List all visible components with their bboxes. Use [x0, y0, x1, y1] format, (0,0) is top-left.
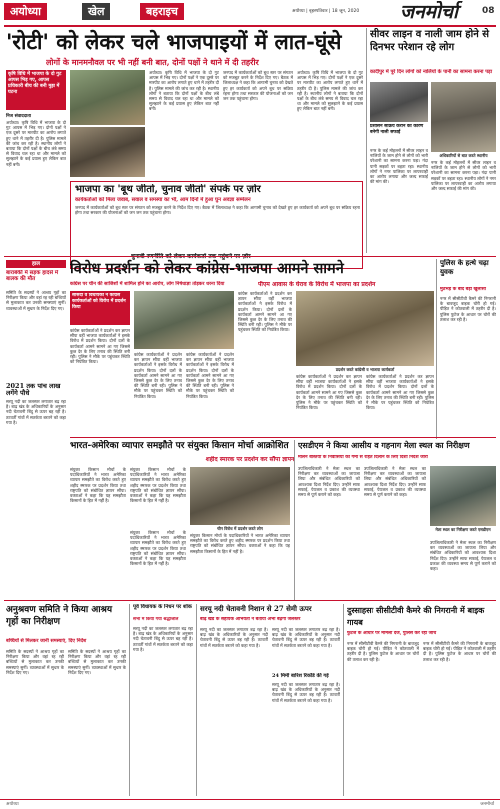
right-top-caption: अधिकारियों से बात करते स्थानीय	[439, 153, 488, 158]
pointer-text: कृषि विधि में भाजपा के दो गुट आपस भिड़ गए, आपस प्रधिकारी बीच की बनी मुझ में घटना	[8, 72, 62, 95]
sarayu-rule	[196, 604, 197, 796]
bottom-rule	[4, 600, 496, 601]
right-top-rule	[366, 28, 367, 253]
cctv-body-2: नगर में सीसीटीवी कैमरे की निगरानी के बावजूद बाइक चोरी हो गई। पीड़ित ने कोतवाली में तहरीर दी है। पुलिस फुटेज के आधार पर चोरों की तलाश कर रही है।	[423, 641, 496, 662]
masthead	[0, 0, 500, 26]
protest-caption: प्रदर्शन करते कांग्रेसी व भाजपा कार्यकर्ता	[335, 367, 395, 372]
right-top-side-head: प्रशासन सक्रिय कराने का कारण बनेगी नाली सफाई	[370, 124, 424, 135]
left-middle-headline: 2021 तक पांच लाख लगेंगे पौधे	[6, 383, 61, 397]
left-column-body: समिति के सदस्यों ने आश्रय गृहों का निरीक्षण किया और वहां रह रही बच्चियों से मुलाकात कर उनकी समस्याएं सुनीं। व्यवस्थाओं में सुधार के निर्देश दिए गए।	[6, 290, 66, 311]
masthead-date: अयोध्या | बृहस्पतिवार | 18 जून, 2020	[292, 9, 360, 14]
trade-body-3: संयुक्त किसान मोर्चा के पदाधिकारियों ने भारत अमेरिका व्यापार समझौते का विरोध करते हुए शहीद स्मारक पर प्रदर्शन किया तथा राष्ट्रपति को संबोधित ज्ञापन सौंपा। वक्ताओं ने कहा कि यह समझौता किसानों के हित में नहीं है।	[130, 530, 186, 567]
sdm-photo	[430, 466, 496, 526]
trade-caption: चीन विरोध में प्रदर्शन करते लोग	[217, 526, 263, 531]
right-mid-subhead: मुठभेड़ के बाद बड़ा खुलासा	[440, 287, 486, 292]
protest-body-4: कांग्रेस कार्यकर्ताओं ने प्रदर्शन कर ज्ञापन सौंपा वहीं भाजपा कार्यकर्ताओं ने इसके विरोध में प्रदर्शन किया। दोनों दलों के कार्यकर्ता आमने सामने आ गए जिससे कुछ देर के लिए तनाव की स्थिति बनी रही। पुलिस ने मौके पर पहुंचकर स्थिति को नियंत्रित किया।	[238, 291, 292, 333]
protest-body-5: कांग्रेस कार्यकर्ताओं ने प्रदर्शन कर ज्ञापन सौंपा वहीं भाजपा कार्यकर्ताओं ने इसके विरोध में प्रदर्शन किया। दोनों दलों के कार्यकर्ता आमने सामने आ गए जिससे कुछ देर के लिए तनाव की स्थिति बनी रही। पुलिस ने मौके पर पहुंचकर स्थिति को नियंत्रित किया।	[296, 374, 362, 411]
trade-body-4: संयुक्त किसान मोर्चा के पदाधिकारियों ने भारत अमेरिका व्यापार समझौते का विरोध करते हुए शहीद स्मारक पर प्रदर्शन किया तथा राष्ट्रपति को संबोधित ज्ञापन सौंपा। वक्ताओं ने कहा कि यह समझौता किसानों के हित में नहीं है।	[190, 533, 290, 554]
section-tab-bahraich[interactable]: बहराइच	[140, 3, 184, 20]
sdm-rule	[294, 440, 295, 600]
footer-bar	[0, 799, 500, 809]
main-body-col1: अयोध्या। कृषि विधि में भाजपा के दो गुट आपस में भिड़ गए। दोनों पक्षों ने एक दूसरे पर मारपीट का आरोप लगाते हुए थाने में तहरीर दी है। पुलिस मामले की जांच कर रही है। स्थानीय लोगों ने बताया कि दोनों पक्षों के बीच लंबे समय से विवाद चल रहा था और मामले को सुलझाने के कई प्रयास हुए लेकिन बात नहीं बनी।	[6, 120, 66, 167]
footer-left: अयोध्या	[6, 802, 19, 807]
ashram-headline: अनुश्रवण समिति ने किया आश्रय गृहों का निरीक्षण	[6, 605, 113, 627]
trade-body-1: संयुक्त किसान मोर्चा के पदाधिकारियों ने भारत अमेरिका व्यापार समझौते का विरोध करते हुए शहीद स्मारक पर प्रदर्शन किया तथा राष्ट्रपति को संबोधित ज्ञापन सौंपा। वक्ताओं ने कहा कि यह समझौता किसानों के हित में नहीं है।	[70, 467, 126, 504]
protest-subhead-left: कांग्रेस पर चीन की साजिशों में शामिल होने का आरोप, लोग निषेधाज्ञा तोड़कर धरना दिया	[70, 281, 225, 287]
masthead-rule	[4, 25, 496, 27]
sdm-caption: मेला स्थल का निरीक्षण करते एसडीएम	[435, 527, 491, 532]
sdm-body-1: उपजिलाधिकारी ने मेला स्थल का निरीक्षण कर व्यवस्थाओं का जायजा लिया और संबंधित अधिकारियों को आवश्यक दिशा निर्देश दिए। उन्होंने साफ सफाई, पेयजल व प्रकाश की व्यवस्था समय से पूर्ण कराने को कहा।	[298, 466, 360, 498]
right-top-body-1: नगर के कई मोहल्लों में सीवर लाइन व नालियों के जाम होने से लोगों को भारी परेशानी का सामना करना पड़ा। गंदा पानी सड़कों पर बहता रहा। स्थानीय लोगों ने नगर पालिका पर लापरवाही का आरोप लगाया और जल्द सफाई की मांग की।	[370, 148, 428, 185]
protest-body-2: कांग्रेस कार्यकर्ताओं ने प्रदर्शन कर ज्ञापन सौंपा वहीं भाजपा कार्यकर्ताओं ने इसके विरोध में प्रदर्शन किया। दोनों दलों के कार्यकर्ता आमने सामने आ गए जिससे कुछ देर के लिए तनाव की स्थिति बनी रही। पुलिस ने मौके पर पहुंचकर स्थिति को नियंत्रित किया।	[134, 352, 182, 399]
right-top-headline: सीवर लाइन व नाली जाम होने से दिनभर परेशान रहे लोग	[370, 29, 489, 53]
trade-rule	[70, 437, 496, 438]
trade-subhead: शहीद स्मारक पर प्रदर्शन कर सौंपा ज्ञापन	[205, 456, 295, 463]
trade-photo	[190, 467, 290, 525]
page-number: 08	[482, 6, 495, 16]
cctv-subhead: फुटेज के आधार पर मामला दर्ज, पुलिस कर रही जांच	[347, 631, 437, 636]
sdm-body-3: उपजिलाधिकारी ने मेला स्थल का निरीक्षण कर व्यवस्थाओं का जायजा लिया और संबंधित अधिकारियों को आवश्यक दिशा निर्देश दिए। उन्होंने साफ सफाई, पेयजल व प्रकाश की व्यवस्था समय से पूर्ण कराने को कहा।	[430, 540, 496, 572]
ashram-body-1: समिति के सदस्यों ने आश्रय गृहों का निरीक्षण किया और वहां रह रही बच्चियों से मुलाकात कर उनकी समस्याएं सुनीं। व्यवस्थाओं में सुधार के निर्देश दिए गए।	[6, 649, 64, 675]
footer-right: जनमोर्चा	[480, 802, 494, 807]
main-body-col4: अयोध्या। कृषि विधि में भाजपा के दो गुट आपस में भिड़ गए। दोनों पक्षों ने एक दूसरे पर मारपीट का आरोप लगाते हुए थाने में तहरीर दी है। पुलिस मामले की जांच कर रही है। स्थानीय लोगों ने बताया कि दोनों पक्षों के बीच लंबे समय से विवाद चल रहा था और मामले को सुलझाने के कई प्रयास हुए लेकिन बात नहीं बनी।	[297, 70, 363, 112]
right-top-photo-2	[431, 82, 496, 152]
right-top-body-2: नगर के कई मोहल्लों में सीवर लाइन व नालियों के जाम होने से लोगों को भारी परेशानी का सामना करना पड़ा। गंदा पानी सड़कों पर बहता रहा। स्थानीय लोगों ने नगर पालिका पर लापरवाही का आरोप लगाया और जल्द सफाई की मांग की।	[431, 160, 496, 192]
sdm-headline: एसडीएम ने किया आसीय व गहनाग मेला स्थल का निरीक्षण	[298, 440, 470, 450]
protest-inset	[70, 291, 130, 325]
right-mid-rule	[436, 259, 437, 439]
bjp-box-title: भाजपा का 'बूथ जीतो, चुनाव जीतो' संपर्क पर ज़ोर	[75, 184, 261, 195]
protest-photo-2	[296, 291, 434, 366]
section-tab-khel[interactable]: खेल	[82, 3, 110, 20]
protest-body-3: कांग्रेस कार्यकर्ताओं ने प्रदर्शन कर ज्ञापन सौंपा वहीं भाजपा कार्यकर्ताओं ने इसके विरोध में प्रदर्शन किया। दोनों दलों के कार्यकर्ता आमने सामने आ गए जिससे कुछ देर के लिए तनाव की स्थिति बनी रही। पुलिस ने मौके पर पहुंचकर स्थिति को नियंत्रित किया।	[186, 352, 234, 399]
main-reporter: निज संवाददाता	[6, 114, 31, 119]
protest-body-1: कांग्रेस कार्यकर्ताओं ने प्रदर्शन कर ज्ञापन सौंपा वहीं भाजपा कार्यकर्ताओं ने इसके विरोध में प्रदर्शन किया। दोनों दलों के कार्यकर्ता आमने सामने आ गए जिससे कुछ देर के लिए तनाव की स्थिति बनी रही। पुलिस ने मौके पर पहुंचकर स्थिति को नियंत्रित किया।	[70, 328, 130, 365]
sdm-body-2: उपजिलाधिकारी ने मेला स्थल का निरीक्षण कर व्यवस्थाओं का जायजा लिया और संबंधित अधिकारियों को आवश्यक दिशा निर्देश दिए। उन्होंने साफ सफाई, पेयजल व प्रकाश की व्यवस्था समय से पूर्ण कराने को कहा।	[364, 466, 426, 498]
ashram-body-2: समिति के सदस्यों ने आश्रय गृहों का निरीक्षण किया और वहां रह रही बच्चियों से मुलाकात कर उनकी समस्याएं सुनीं। व्यवस्थाओं में सुधार के निर्देश दिए गए।	[68, 649, 126, 675]
cctv-body-1: नगर में सीसीटीवी कैमरे की निगरानी के बावजूद बाइक चोरी हो गई। पीड़ित ने कोतवाली में तहरीर दी है। पुलिस फुटेज के आधार पर चोरों की तलाश कर रही है।	[347, 641, 419, 662]
left-col-rule-top	[4, 256, 496, 257]
right-top-photo	[370, 82, 428, 122]
left-column-headline: बाराबंकी में सड़क हादसे में बालक की मौत	[6, 270, 59, 283]
sarayu-subhead: बाढ़ खंड के सहायक अभियंता ने बताया अभी बढ़ेगा जलस्तर	[200, 617, 301, 622]
sarayu-body-2: सरयू नदी का जलस्तर लगातार बढ़ रहा है। बाढ़ खंड के अधिकारियों के अनुसार नदी चेतावनी बिंदु से ऊपर बह रही है। तटवर्ती गांवों में सतर्कता बरतने को कहा गया है।	[272, 627, 340, 648]
small1-rule	[129, 604, 130, 796]
sdm-subhead: मलिन बस्तियों के निवासियों को गर्मी से राहत दिलाने के लिए दिशा निर्देश जारी	[298, 455, 428, 460]
bjp-box-body: जनपद में कार्यकर्ताओं को बूथ स्तर पर संगठन को मजबूत करने के निर्देश दिए गए। बैठक में जिलाध्यक्ष ने कहा कि आगामी चुनाव को देखते हुए हर कार्यकर्ता को अपने बूथ पर सक्रिय रहना होगा तथा सरकार की योजनाओं को जन जन तक पहुंचाना होगा।	[75, 205, 360, 216]
bjp-box-subtitle: कार्यकर्ताओं को मिला जवाब, सवाल व समस्या का भी, आम दिनों में हुआ घुन अवज्ञा सम्मेलन	[75, 197, 251, 203]
protest-photo-1	[134, 291, 234, 349]
protest-headline: विरोध प्रदर्शन को लेकर कांग्रेस-भाजपा आमने सामने	[70, 260, 344, 277]
small1-headline: पूर्व विधायक के निधन पर शोक	[133, 604, 192, 610]
section-tab-ayodhya[interactable]: अयोध्या	[4, 3, 47, 20]
protest-subhead-right: पीएम आवास के घेराव के विरोध में भाजपा का प्रदर्शन	[258, 281, 376, 288]
trade-body-2: संयुक्त किसान मोर्चा के पदाधिकारियों ने भारत अमेरिका व्यापार समझौते का विरोध करते हुए शहीद स्मारक पर प्रदर्शन किया तथा राष्ट्रपति को संबोधित ज्ञापन सौंपा। वक्ताओं ने कहा कि यह समझौता किसानों के हित में नहीं है।	[130, 467, 186, 504]
small1-body: सरयू नदी का जलस्तर लगातार बढ़ रहा है। बाढ़ खंड के अधिकारियों के अनुसार नदी चेतावनी बिंदु से ऊपर बह रही है। तटवर्ती गांवों में सतर्कता बरतने को कहा गया है।	[133, 626, 193, 652]
sarayu-body-1: सरयू नदी का जलस्तर लगातार बढ़ रहा है। बाढ़ खंड के अधिकारियों के अनुसार नदी चेतावनी बिंदु से ऊपर बह रही है। तटवर्ती गांवों में सतर्कता बरतने को कहा गया है।	[200, 627, 268, 648]
right-mid-headline: पुलिस के हत्थे चढ़ा युवक	[440, 259, 489, 276]
cctv-rule	[343, 604, 344, 796]
main-body-col3: जनपद में कार्यकर्ताओं को बूथ स्तर पर संगठन को मजबूत करने के निर्देश दिए गए। बैठक में जिलाध्यक्ष ने कहा कि आगामी चुनाव को देखते हुए हर कार्यकर्ता को अपने बूथ पर सक्रिय रहना होगा तथा सरकार की योजनाओं को जन जन तक पहुंचाना होगा।	[223, 70, 293, 102]
left-middle-body: सरयू नदी का जलस्तर लगातार बढ़ रहा है। बाढ़ खंड के अधिकारियों के अनुसार नदी चेतावनी बिंदु से ऊपर बह रही है। तटवर्ती गांवों में सतर्कता बरतने को कहा गया है।	[6, 399, 66, 425]
left-column-tag: हाल	[6, 260, 66, 268]
protest-inset-title: सांसदों व विधायकों ने कांग्रेस कार्यकर्ताओं को विरोध में प्रदर्शन किया	[72, 293, 126, 310]
right-top-subhead: कादीपुर में पूरे दिन लोगों को नालियों के पानी का सामना करना पड़ा	[370, 69, 493, 75]
sarayu-subpoint: 24 मिमी बारिश रिकॉर्ड की गई	[272, 673, 329, 679]
main-photo-2	[70, 127, 145, 177]
pointer-box	[6, 70, 66, 110]
main-subhead: लोगों के मानमनौवल पर भी नहीं बनी बात, दोनों पक्षों ने थाने में दी तहरीर	[46, 57, 259, 67]
paper-name: जनमोर्चा	[400, 1, 458, 23]
cctv-headline: दुस्साहसः सीसीटीवी कैमरे की निगरानी में बाइक गायब	[347, 605, 485, 627]
main-photo-1	[70, 70, 145, 125]
main-headline: 'रोटी' को लेकर चले भाजपाइयों में लात-घूंसे	[6, 29, 342, 54]
small1-subhead: सभा में किया गया श्रद्धांजलि	[133, 617, 179, 622]
trade-headline: भारत-अमेरिका व्यापार समझौते पर संयुक्त किसान मोर्चा आक्रोशित	[70, 441, 289, 451]
ashram-subhead: बच्चियों से मिलकर जानी समस्याएं, दिए निर्देश	[6, 638, 87, 644]
protest-body-6: कांग्रेस कार्यकर्ताओं ने प्रदर्शन कर ज्ञापन सौंपा वहीं भाजपा कार्यकर्ताओं ने इसके विरोध में प्रदर्शन किया। दोनों दलों के कार्यकर्ता आमने सामने आ गए जिससे कुछ देर के लिए तनाव की स्थिति बनी रही। पुलिस ने मौके पर पहुंचकर स्थिति को नियंत्रित किया।	[366, 374, 434, 411]
right-mid-body: नगर में सीसीटीवी कैमरे की निगरानी के बावजूद बाइक चोरी हो गई। पीड़ित ने कोतवाली में तहरीर दी है। पुलिस फुटेज के आधार पर चोरों की तलाश कर रही है।	[440, 296, 496, 322]
main-body-col2: अयोध्या। कृषि विधि में भाजपा के दो गुट आपस में भिड़ गए। दोनों पक्षों ने एक दूसरे पर मारपीट का आरोप लगाते हुए थाने में तहरीर दी है। पुलिस मामले की जांच कर रही है। स्थानीय लोगों ने बताया कि दोनों पक्षों के बीच लंबे समय से विवाद चल रहा था और मामले को सुलझाने के कई प्रयास हुए लेकिन बात नहीं बनी।	[149, 70, 219, 112]
sarayu-headline: सरयू नदी चेतावनी निशान से 27 सेमी ऊपर	[200, 604, 312, 613]
sarayu-body-3: सरयू नदी का जलस्तर लगातार बढ़ रहा है। बाढ़ खंड के अधिकारियों के अनुसार नदी चेतावनी बिंदु से ऊपर बह रही है। तटवर्ती गांवों में सतर्कता बरतने को कहा गया है।	[272, 682, 340, 703]
